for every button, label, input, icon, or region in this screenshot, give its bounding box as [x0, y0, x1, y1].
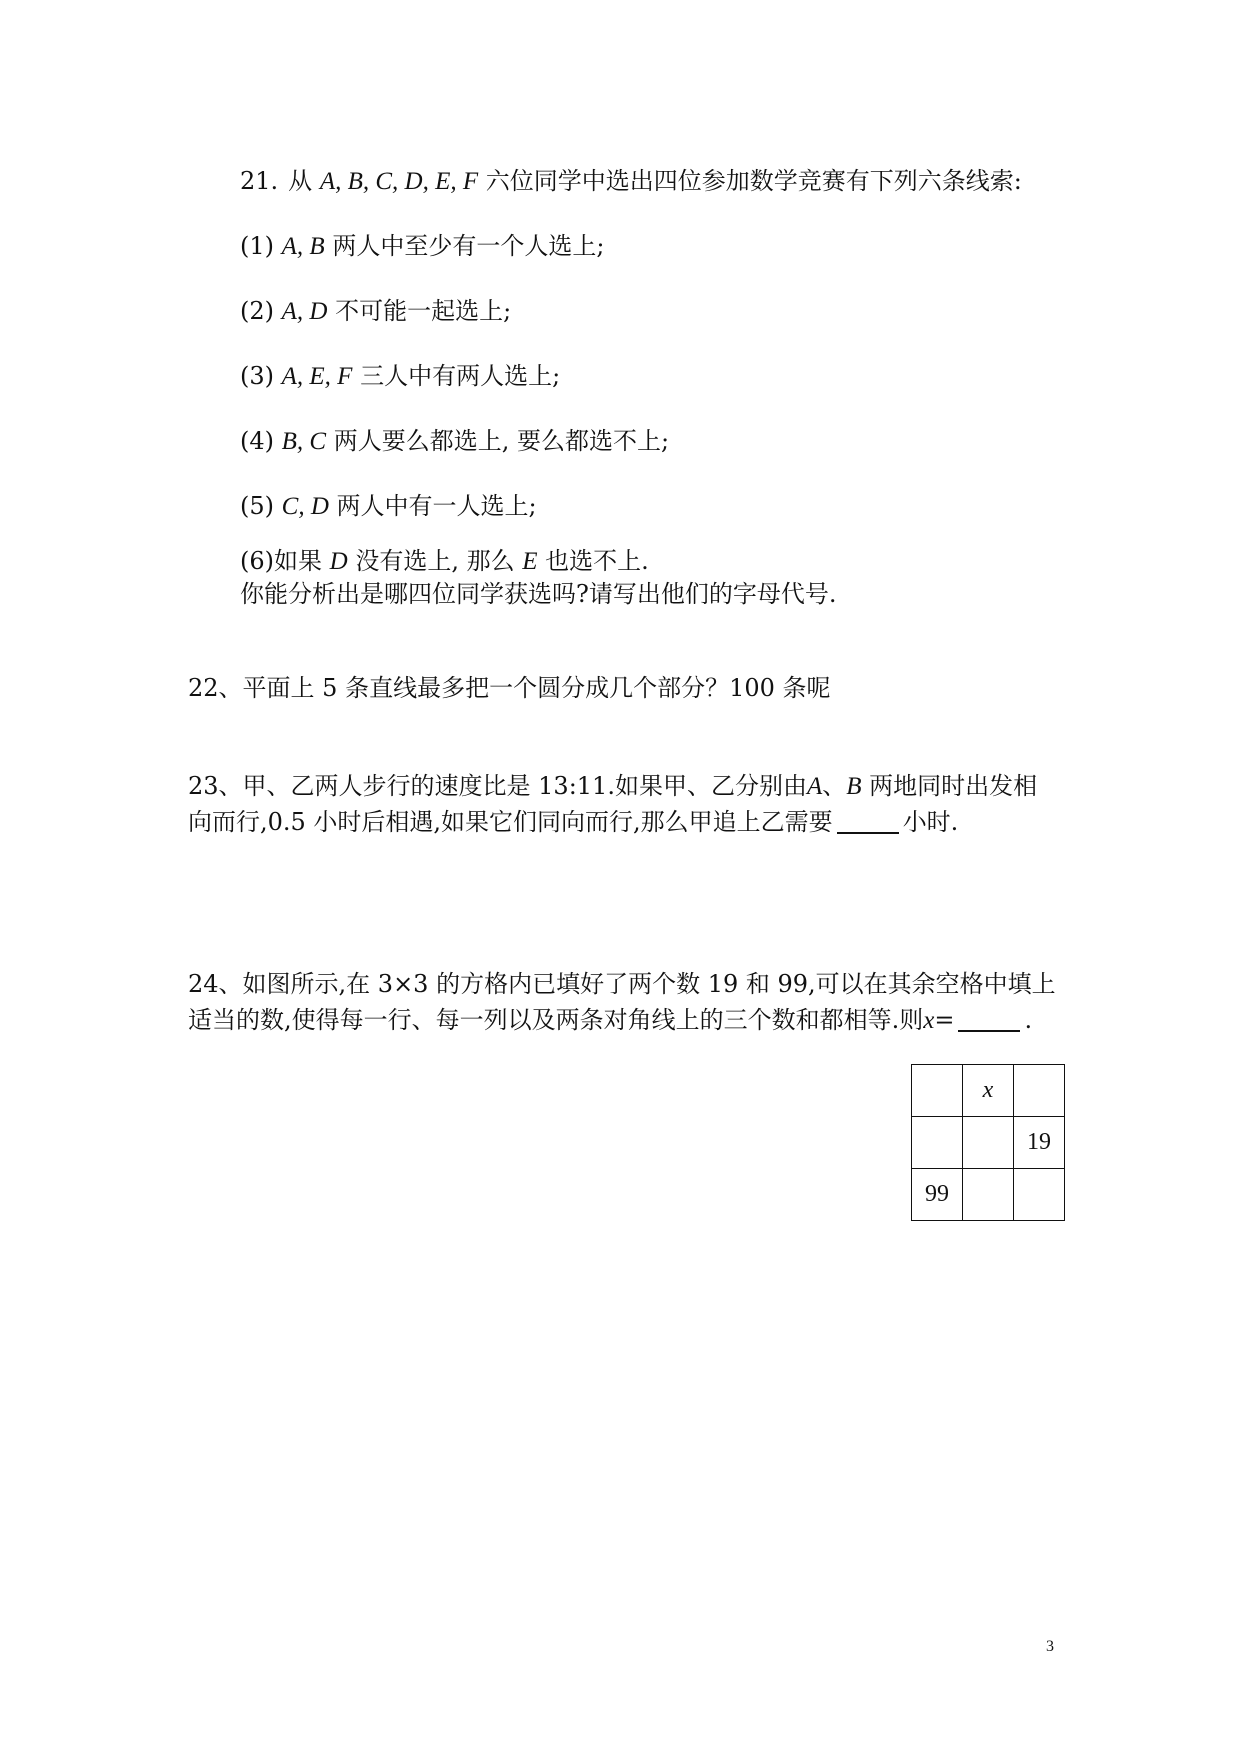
- q24-equals: =: [934, 1006, 955, 1034]
- clue6-mid: 没有选上, 那么: [355, 547, 515, 575]
- grid-cell: x: [963, 1065, 1014, 1117]
- q23-line1-a: 23、甲、乙两人步行的速度比是 13:11.如果甲、乙分别由: [188, 772, 807, 800]
- clue-label: (2): [240, 297, 274, 325]
- grid-cell: [963, 1169, 1014, 1221]
- q24-line-1: 24、如图所示,在 3×3 的方格内已填好了两个数 19 和 99,可以在其余空格中填上: [188, 970, 1056, 998]
- q21-clue-5: [240, 490, 537, 523]
- grid-row: [912, 1065, 1065, 1117]
- q23-var-b: B: [846, 773, 862, 800]
- q21-title-suffix: 六位同学中选出四位参加数学竞赛有下列六条线索:: [485, 167, 1022, 195]
- clue-text: 三人中有两人选上;: [360, 362, 561, 390]
- clue-vars: A, B: [281, 233, 325, 260]
- q23-line-2: [188, 806, 958, 838]
- q21-title-vars: A, B, C, D, E, F: [319, 168, 479, 195]
- grid-row: [912, 1169, 1065, 1221]
- clue-label: (5): [240, 492, 274, 520]
- grid-row: [912, 1117, 1065, 1169]
- clue-label: (1): [240, 232, 274, 260]
- clue-text: 两人中至少有一个人选上;: [332, 232, 605, 260]
- q23-line1-b: 、: [822, 772, 847, 800]
- grid-cell: [1014, 1065, 1065, 1117]
- q21-title: [240, 165, 1022, 198]
- q21-clue-3: [240, 360, 560, 393]
- clue-text: 不可能一起选上;: [335, 297, 512, 325]
- clue-text: 两人中有一人选上;: [336, 492, 537, 520]
- q21-title-prefix: 从: [288, 167, 313, 195]
- q21-clue-2: [240, 295, 511, 328]
- grid-cell: [912, 1117, 963, 1169]
- q24-var-x: x: [923, 1007, 935, 1034]
- answer-blank[interactable]: [958, 1030, 1020, 1032]
- clue-label: (3): [240, 362, 274, 390]
- q23-line1-c: 两地同时出发相: [869, 772, 1038, 800]
- clue6-pre: 如果: [274, 547, 322, 575]
- clue-vars: A, E, F: [281, 363, 353, 390]
- q23-line2-b: 小时.: [902, 808, 959, 836]
- q21-clue-6: [240, 545, 649, 578]
- q23-var-a: A: [806, 773, 823, 800]
- magic-square-grid: [911, 1064, 1065, 1221]
- q21-clue-4: [240, 425, 669, 458]
- grid-cell: [912, 1065, 963, 1117]
- clue-vars: B, C: [281, 428, 327, 455]
- answer-blank[interactable]: [837, 832, 899, 834]
- q21-question: 你能分析出是哪四位同学获选吗?请写出他们的字母代号.: [240, 580, 837, 608]
- grid-cell: [963, 1117, 1014, 1169]
- clue-vars: C, D: [281, 493, 329, 520]
- clue-label: (6): [240, 547, 274, 575]
- q24-period: .: [1024, 1006, 1033, 1034]
- clue6-var-d: D: [329, 548, 348, 575]
- q21-clue-1: [240, 230, 604, 263]
- q22-text: 22、平面上 5 条直线最多把一个圆分成几个部分？100 条呢: [188, 674, 831, 702]
- q23-line2-a: 向而行,0.5 小时后相遇,如果它们同向而行,那么甲追上乙需要: [188, 808, 833, 836]
- q23-line-1: [188, 770, 1037, 803]
- clue-label: (4): [240, 427, 274, 455]
- q24-line-2: [188, 1004, 1032, 1037]
- q24-line2-a: 适当的数,使得每一行、每一列以及两条对角线上的三个数和都相等.则: [188, 1006, 924, 1034]
- grid-cell: 99: [912, 1169, 963, 1221]
- page-number: 3: [1046, 1638, 1054, 1655]
- clue6-post: 也选不上.: [545, 547, 649, 575]
- grid-cell: 19: [1014, 1117, 1065, 1169]
- q21-number: 21.: [240, 167, 279, 195]
- grid-cell: [1014, 1169, 1065, 1221]
- clue-vars: A, D: [281, 298, 328, 325]
- clue6-var-e: E: [522, 548, 538, 575]
- clue-text: 两人要么都选上, 要么都选不上;: [333, 427, 670, 455]
